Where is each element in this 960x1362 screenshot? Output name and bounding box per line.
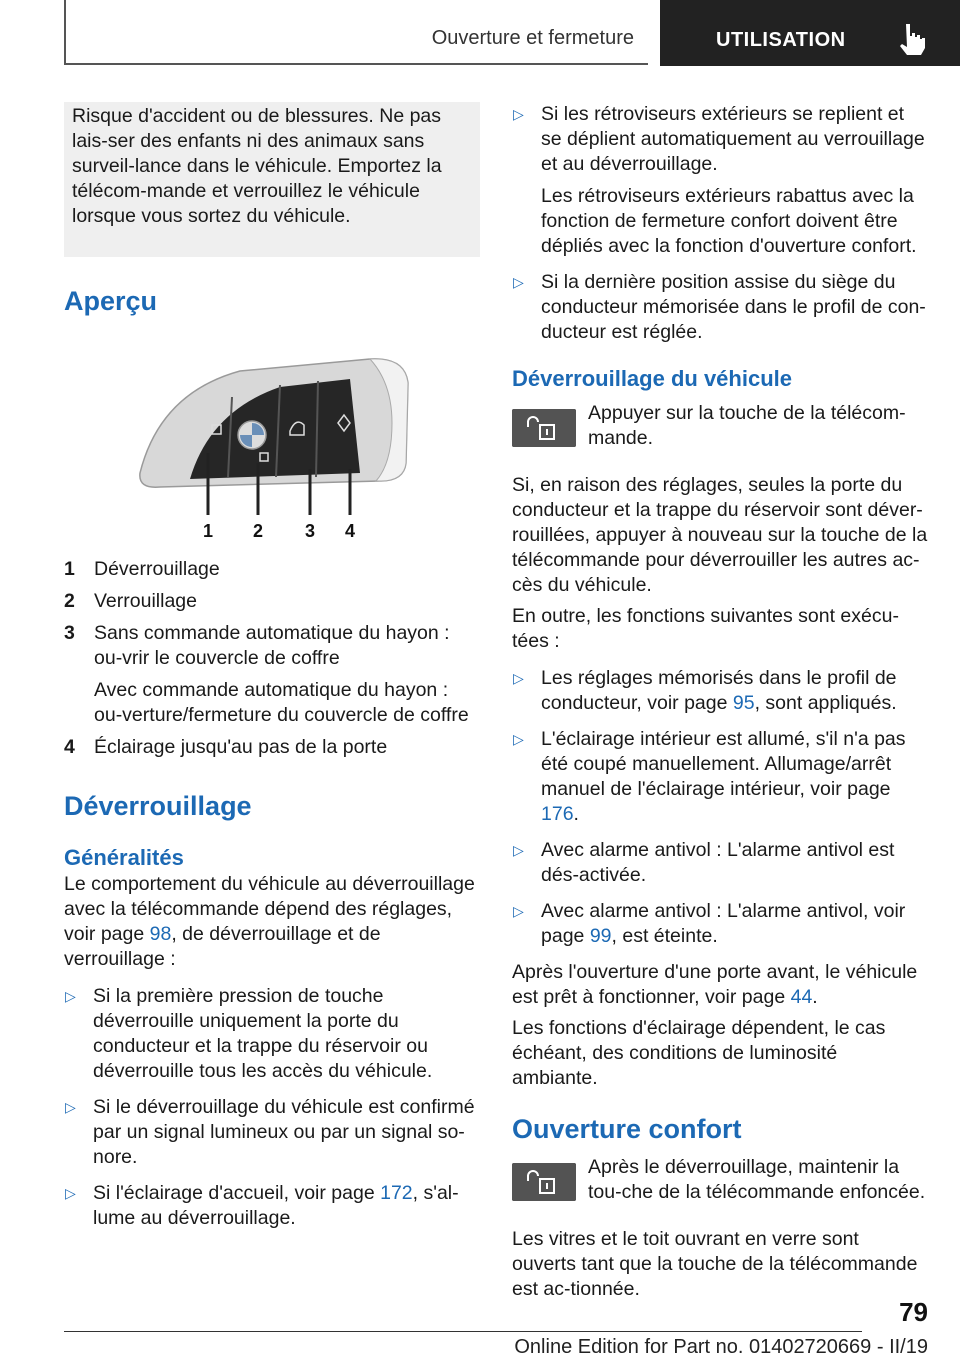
functions-bullets — [512, 666, 928, 949]
figure-label: 4 — [344, 521, 356, 541]
unlock-key-icon — [512, 409, 576, 447]
legend-item — [64, 589, 480, 614]
comfort-opening-heading: Ouverture confort — [512, 1114, 742, 1144]
unlock-button-row — [512, 401, 928, 459]
unlock-instruction: Appuyer sur la touche de la télécom-mande. — [588, 402, 906, 449]
vehicle-unlock-heading: Déverrouillage du véhicule — [512, 366, 792, 391]
settings-bullets — [64, 984, 480, 1231]
settings-bullets-continued — [512, 102, 928, 345]
right-column — [512, 102, 928, 1308]
overview-heading: Aperçu — [64, 286, 158, 316]
legend-list — [64, 557, 480, 760]
bullet-triangle-icon: ▷ — [65, 988, 76, 1004]
legend-number: 1 — [64, 558, 75, 580]
bullet-triangle-icon: ▷ — [513, 731, 524, 747]
legend-item — [64, 621, 480, 728]
page-link[interactable]: 44 — [790, 986, 813, 1008]
bullet-item: ▷ Si les rétroviseurs extérieurs se replient et se déplient automatiquement au verrouillage et au déverrouillage. Les rétroviseurs extérieurs rabattus avec la fonction de fermeture confort doivent être dépliés avec la fonction d'ouverture confort. — [513, 103, 925, 257]
comfort-button-row — [512, 1155, 928, 1213]
bullet-triangle-icon: ▷ — [513, 842, 524, 858]
hand-pointer-icon — [894, 22, 928, 56]
legend-number: 3 — [64, 622, 75, 644]
paragraph: Après l'ouverture d'une porte avant, le véhicule est prêt à fonctionner, voir page 44. — [512, 961, 918, 1008]
remote-key-figure — [130, 353, 430, 543]
bullet-item: ▷ Avec alarme antivol : L'alarme antivol, voir page 99, est éteinte. — [513, 900, 906, 947]
remote-key-illustration — [130, 353, 430, 543]
bullet-item: ▷ Avec alarme antivol : L'alarme antivol est dés-activée. — [513, 839, 895, 886]
footer-edition: Online Edition for Part no. 01402720669 - II/19 — [514, 1336, 928, 1358]
legend-text: Déverrouillage — [94, 558, 220, 580]
page-link[interactable]: 172 — [380, 1182, 413, 1204]
paragraph: En outre, les fonctions suivantes sont exécu-tées : — [512, 605, 899, 652]
bullet-item: ▷ Si le déverrouillage du véhicule est confirmé par un signal lumineux ou par un signal so-nore. — [65, 1096, 475, 1168]
legend-item — [64, 735, 480, 760]
bullet-triangle-icon: ▷ — [513, 274, 524, 290]
legend-number: 2 — [64, 590, 75, 612]
figure-label: 3 — [304, 521, 316, 541]
page-link[interactable]: 99 — [589, 925, 612, 947]
paragraph: Les fonctions d'éclairage dépendent, le cas échéant, des conditions de luminosité ambiante. — [512, 1017, 886, 1089]
general-heading: Généralités — [64, 845, 184, 870]
figure-label: 1 — [202, 521, 214, 541]
footer-rule — [64, 1331, 862, 1332]
general-paragraph: Le comportement du véhicule au déverrouillage avec la télécommande dépend des réglages, voir page 98, de déverrouillage et de verrouillage : — [64, 873, 475, 970]
header-chapter-tab[interactable] — [660, 0, 960, 66]
legend-number: 4 — [64, 736, 75, 758]
legend-text: Éclairage jusqu'au pas de la porte — [94, 736, 388, 758]
bullet-triangle-icon: ▷ — [513, 106, 524, 122]
figure-label: 2 — [252, 521, 264, 541]
page-link[interactable]: 98 — [149, 923, 172, 945]
page-link[interactable]: 95 — [732, 692, 755, 714]
comfort-instruction: Après le déverrouillage, maintenir la tou-che de la télécommande enfoncée. — [588, 1156, 926, 1203]
legend-item — [64, 557, 480, 582]
warning-text: Risque d'accident ou de blessures. Ne pas lais-ser des enfants ni des animaux sans surveil-lance dans le véhicule. Emportez la télécom-mande et verrouillez le véhicule lorsque vous sortez du véhicule. — [72, 105, 442, 227]
bullet-triangle-icon: ▷ — [513, 670, 524, 686]
page-link[interactable]: 176 — [541, 803, 574, 825]
paragraph: Les vitres et le toit ouvrant en verre sont ouverts tant que la touche de la télécommande est ac-tionnée. — [512, 1228, 918, 1300]
bullet-item: ▷ Les réglages mémorisés dans le profil de conducteur, voir page 95, sont appliqués. — [513, 667, 897, 714]
legend-text: Sans commande automatique du hayon : ou-vrir le couvercle de coffre — [94, 622, 450, 669]
bullet-triangle-icon: ▷ — [513, 903, 524, 919]
header-rule-bottom — [64, 63, 648, 65]
left-column — [64, 102, 480, 1242]
unlock-key-icon — [512, 1163, 576, 1201]
bullet-triangle-icon: ▷ — [65, 1099, 76, 1115]
page-number: 79 — [899, 1297, 928, 1327]
header-chapter-label: UTILISATION — [716, 29, 846, 51]
paragraph: Si, en raison des réglages, seules la porte du conducteur et la trappe du réservoir sont déver-rouillées, appuyer à nouveau sur la touche de la télécommande pour déverrouiller les autres ac-cès du véhicule. — [512, 474, 928, 596]
bullet-item: ▷ Si la dernière position assise du siège du conducteur mémorisée dans le profil de con-ducteur est réglée. — [513, 271, 926, 343]
legend-text: Verrouillage — [94, 590, 197, 612]
legend-subtext: Avec commande automatique du hayon : ou-verture/fermeture du couvercle de coffre — [94, 679, 469, 726]
bullet-item: ▷ Si l'éclairage d'accueil, voir page 172, s'al-lume au déverrouillage. — [65, 1182, 459, 1229]
bullet-item: ▷ L'éclairage intérieur est allumé, s'il n'a pas été coupé manuellement. Allumage/arrêt manuel de l'éclairage intérieur, voir page 176. — [513, 728, 906, 825]
bullet-triangle-icon: ▷ — [65, 1185, 76, 1201]
bullet-item: ▷ Si la première pression de touche déverrouille uniquement la porte du conducteur et la trappe du réservoir ou déverrouille tous les accès du véhicule. — [65, 985, 433, 1082]
unlock-heading: Déverrouillage — [64, 791, 252, 821]
warning-box — [64, 102, 480, 257]
header-section-title: Ouverture et fermeture — [431, 27, 634, 49]
